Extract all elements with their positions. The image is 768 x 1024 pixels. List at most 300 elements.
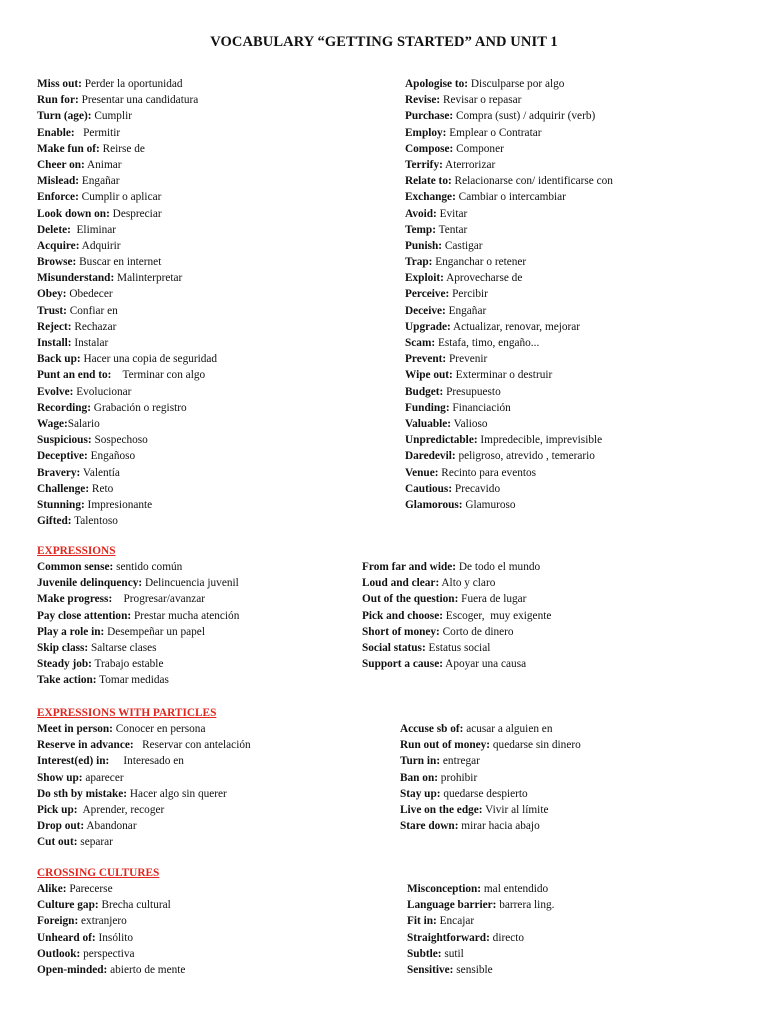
vocab-definition: Castigar <box>442 239 483 252</box>
vocab-definition: Engañar <box>445 304 487 317</box>
vocab-definition: Reto <box>89 482 114 495</box>
vocab-term: Trust: <box>37 304 67 317</box>
vocab-definition: Cumplir <box>91 110 132 123</box>
vocab-definition: Trabajo estable <box>91 658 164 671</box>
vocab-entry <box>37 608 239 624</box>
vocab-entry <box>362 575 551 591</box>
vocab-term: Unheard of: <box>37 931 96 944</box>
vocab-definition: sentido común <box>113 561 183 573</box>
vocab-term: Skip class: <box>37 641 89 654</box>
vocab-entry <box>362 559 551 575</box>
vocab-term: Acquire: <box>37 239 80 252</box>
expressions-right-list <box>362 559 551 672</box>
vocab-entry <box>407 913 554 929</box>
page-title: VOCABULARY “GETTING STARTED” AND UNIT 1 <box>210 34 558 50</box>
vocab-term: Short of money: <box>362 625 440 638</box>
vocab-entry <box>37 416 217 432</box>
vocab-entry <box>37 173 217 189</box>
vocab-entry <box>400 786 581 802</box>
vocab-term: Purchase: <box>405 110 454 123</box>
vocab-entry <box>37 319 217 335</box>
vocab-entry <box>37 303 217 319</box>
vocab-term: Delete: <box>37 223 71 236</box>
vocab-term: Turn in: <box>400 755 441 768</box>
vocab-entry <box>400 721 581 737</box>
vocab-left-list <box>37 76 217 529</box>
vocab-term: Funding: <box>405 401 450 414</box>
vocab-definition: Salario <box>67 417 100 430</box>
section-heading-crossing-cultures: CROSSING CULTURES <box>37 867 160 879</box>
vocab-definition: Relacionarse con/ identificarse con <box>451 175 613 188</box>
vocab-definition: Disculparse por algo <box>468 78 565 90</box>
vocab-entry <box>400 737 581 753</box>
vocab-term: Misconception: <box>407 883 482 895</box>
vocab-entry <box>37 786 251 802</box>
vocab-term: Show up: <box>37 771 83 784</box>
vocab-entry <box>37 737 251 753</box>
vocab-entry <box>37 238 217 254</box>
vocab-entry <box>405 481 613 497</box>
vocab-entry <box>37 222 217 238</box>
vocab-entry <box>400 770 581 786</box>
vocab-definition: Prevenir <box>446 353 488 366</box>
vocab-term: Recording: <box>37 401 91 414</box>
vocab-definition: entregar <box>440 755 480 768</box>
vocab-entry <box>37 432 217 448</box>
vocab-term: Employ: <box>405 126 447 139</box>
vocab-entry <box>37 157 217 173</box>
vocab-definition: Escoger, muy exigente <box>442 609 552 622</box>
vocab-entry <box>37 640 239 656</box>
vocab-definition: Brecha cultural <box>98 899 171 912</box>
vocab-term: Enforce: <box>37 191 79 204</box>
vocab-definition: Estafa, timo, engaño... <box>435 337 540 349</box>
vocab-entry <box>405 173 613 189</box>
vocab-definition: quedarse despierto <box>440 787 528 800</box>
vocab-term: Stunning: <box>37 498 85 511</box>
vocab-entry <box>37 897 185 913</box>
vocab-entry <box>37 559 239 575</box>
vocab-entry <box>405 238 613 254</box>
vocab-definition: Tentar <box>435 223 468 236</box>
vocab-term: Misunderstand: <box>37 272 115 285</box>
vocab-definition: extranjero <box>78 915 127 928</box>
vocab-entry <box>37 481 217 497</box>
vocab-definition: acusar a alguien en <box>463 723 553 735</box>
particles-left-list <box>37 721 251 851</box>
vocab-entry <box>405 108 613 124</box>
vocab-term: Stay up: <box>400 787 441 800</box>
vocab-term: Language barrier: <box>407 899 497 912</box>
vocab-entry <box>362 624 551 640</box>
vocab-term: Reject: <box>37 320 72 333</box>
vocab-entry <box>37 465 217 481</box>
vocab-term: Gifted: <box>37 515 72 528</box>
vocab-entry <box>37 335 217 351</box>
vocab-entry <box>37 497 217 513</box>
vocab-entry <box>405 432 613 448</box>
vocab-entry <box>37 770 251 786</box>
vocab-entry <box>37 108 217 124</box>
vocab-definition: Desempeñar un papel <box>104 625 205 638</box>
vocab-entry <box>37 946 185 962</box>
vocab-term: Enable: <box>37 126 75 139</box>
vocab-definition: Progresar/avanzar <box>112 593 206 606</box>
vocab-term: Common sense: <box>37 561 114 573</box>
vocab-term: Daredevil: <box>405 450 456 463</box>
vocab-term: Exploit: <box>405 272 444 285</box>
vocab-definition: Engañoso <box>87 450 136 463</box>
vocab-definition: directo <box>489 931 525 944</box>
vocab-entry <box>405 319 613 335</box>
vocab-term: Juvenile delinquency: <box>37 577 143 590</box>
vocab-definition: perspectiva <box>80 947 135 960</box>
vocab-definition: Obedecer <box>66 288 113 301</box>
vocab-entry <box>37 962 185 978</box>
vocab-term: Pick and choose: <box>362 609 443 622</box>
vocab-term: Unpredictable: <box>405 434 478 447</box>
vocab-term: Cautious: <box>405 482 453 495</box>
vocab-definition: Malinterpretar <box>114 272 183 285</box>
vocab-definition: Perder la oportunidad <box>81 78 183 90</box>
vocab-term: Drop out: <box>37 820 85 833</box>
vocab-definition: Revisar o repasar <box>440 94 522 107</box>
vocab-definition: Vivir al límite <box>482 803 549 816</box>
vocab-term: Valuable: <box>405 417 452 430</box>
vocab-entry <box>37 125 217 141</box>
vocab-definition: Instalar <box>71 337 109 349</box>
vocab-entry <box>37 351 217 367</box>
vocab-entry <box>405 384 613 400</box>
vocab-term: Make progress: <box>37 593 113 606</box>
vocab-definition: Permitir <box>74 126 121 139</box>
vocab-entry <box>37 141 217 157</box>
vocab-definition: Animar <box>84 158 122 171</box>
vocab-entry <box>37 881 185 897</box>
vocab-definition: Presentar una candidatura <box>78 94 199 107</box>
vocab-term: Stare down: <box>400 820 459 833</box>
vocab-term: Culture gap: <box>37 899 99 912</box>
vocab-definition: mal entendido <box>481 883 549 895</box>
vocab-definition: Prestar mucha atención <box>131 609 240 622</box>
vocab-entry <box>37 448 217 464</box>
vocab-entry <box>405 125 613 141</box>
vocab-entry <box>37 254 217 270</box>
vocab-definition: Corto de dinero <box>439 625 514 638</box>
vocab-term: Deceptive: <box>37 450 88 463</box>
vocab-term: Make fun of: <box>37 142 100 155</box>
vocab-term: Exchange: <box>405 191 456 204</box>
vocab-definition: Cumplir o aplicar <box>78 191 162 204</box>
vocab-entry <box>405 335 613 351</box>
vocab-definition: Actualizar, renovar, mejorar <box>450 320 581 333</box>
vocab-term: Interest(ed) in: <box>37 755 110 768</box>
vocab-definition: Presupuesto <box>443 385 501 398</box>
vocab-term: Steady job: <box>37 658 92 671</box>
vocab-term: Compose: <box>405 142 454 155</box>
vocab-entry <box>405 76 613 92</box>
vocab-term: Outlook: <box>37 947 81 960</box>
vocab-term: Evolve: <box>37 385 74 398</box>
vocab-definition: Aprovecharse de <box>443 272 523 285</box>
vocab-term: Back up: <box>37 353 81 366</box>
vocab-definition: prohibir <box>437 771 478 784</box>
vocab-entry <box>37 400 217 416</box>
vocab-entry <box>37 76 217 92</box>
vocab-entry <box>37 384 217 400</box>
vocab-term: Sensitive: <box>407 963 454 976</box>
vocab-term: Ban on: <box>400 771 438 784</box>
vocab-entry <box>37 834 251 850</box>
vocab-term: From far and wide: <box>362 561 457 573</box>
vocab-entry <box>405 141 613 157</box>
vocab-term: Apologise to: <box>405 78 469 90</box>
vocab-entry <box>405 92 613 108</box>
vocab-definition: Talentoso <box>71 515 118 528</box>
vocab-entry <box>37 930 185 946</box>
vocab-term: Budget: <box>405 385 444 398</box>
vocab-term: Accuse sb of: <box>400 723 464 735</box>
vocab-entry <box>405 254 613 270</box>
vocab-definition: Evolucionar <box>73 385 132 398</box>
vocab-definition: Parecerse <box>66 883 113 895</box>
vocab-definition: Impredecible, imprevisible <box>477 434 603 447</box>
vocab-term: Pay close attention: <box>37 609 132 622</box>
vocab-definition: Abandonar <box>84 820 137 833</box>
vocab-definition: Componer <box>453 142 504 155</box>
vocab-entry <box>37 286 217 302</box>
vocab-entry <box>405 189 613 205</box>
vocab-definition: Reservar con antelación <box>133 739 251 752</box>
vocab-definition: Grabación o registro <box>90 401 187 414</box>
vocab-entry <box>362 591 551 607</box>
vocab-term: Prevent: <box>405 353 447 366</box>
vocab-entry <box>407 946 554 962</box>
vocab-definition: sensible <box>453 963 493 976</box>
vocab-entry <box>405 157 613 173</box>
vocab-term: Relate to: <box>405 175 452 188</box>
vocab-term: Suspicious: <box>37 434 92 447</box>
vocab-entry <box>362 640 551 656</box>
vocab-term: Take action: <box>37 674 97 687</box>
vocab-entry <box>37 672 239 688</box>
vocab-entry <box>37 802 251 818</box>
vocab-definition: Alto y claro <box>439 577 496 590</box>
vocab-term: Punt an end to: <box>37 369 112 382</box>
vocab-entry <box>400 818 581 834</box>
vocab-definition: Sospechoso <box>91 434 148 447</box>
vocab-definition: Encajar <box>436 915 475 928</box>
section-heading-expressions: EXPRESSIONS <box>37 545 116 557</box>
vocab-definition: Enganchar o retener <box>432 256 527 269</box>
vocab-entry <box>37 92 217 108</box>
vocab-definition: De todo el mundo <box>456 561 541 573</box>
vocab-definition: Valentía <box>80 466 120 479</box>
vocab-term: Avoid: <box>405 207 437 220</box>
section-heading-particles: EXPRESSIONS WITH PARTICLES <box>37 707 217 719</box>
vocab-entry <box>37 270 217 286</box>
vocab-term: Install: <box>37 337 72 349</box>
vocab-definition: sutil <box>441 947 464 960</box>
vocab-definition: Emplear o Contratar <box>446 126 542 139</box>
vocab-definition: aparecer <box>82 771 124 784</box>
vocab-entry <box>37 206 217 222</box>
vocab-entry <box>407 897 554 913</box>
vocab-definition: Evitar <box>436 207 468 220</box>
vocab-term: Wipe out: <box>405 369 453 382</box>
vocab-entry <box>405 351 613 367</box>
vocab-term: Temp: <box>405 223 436 236</box>
vocab-definition: mirar hacia abajo <box>458 820 540 833</box>
vocab-term: Straightforward: <box>407 931 490 944</box>
vocab-entry <box>405 270 613 286</box>
vocab-term: Punish: <box>405 239 443 252</box>
vocab-term: Turn (age): <box>37 110 92 123</box>
vocab-definition: Hacer una copia de seguridad <box>80 353 218 366</box>
vocab-entry <box>362 608 551 624</box>
vocab-entry <box>405 303 613 319</box>
vocab-term: Subtle: <box>407 947 442 960</box>
vocab-definition: Exterminar o destruir <box>452 369 553 382</box>
vocab-definition: Estatus social <box>425 641 491 654</box>
vocab-entry <box>37 818 251 834</box>
vocab-term: Loud and clear: <box>362 577 440 590</box>
vocab-definition: Delincuencia juvenil <box>142 577 239 590</box>
vocab-term: Mislead: <box>37 175 80 188</box>
vocab-entry <box>400 802 581 818</box>
vocab-definition: Valioso <box>451 417 488 430</box>
vocab-definition: Compra (sust) / adquirir (verb) <box>453 110 596 123</box>
vocab-entry <box>362 656 551 672</box>
vocab-definition: Despreciar <box>109 207 162 220</box>
vocab-term: Pick up: <box>37 803 78 816</box>
vocab-term: Play a role in: <box>37 625 105 638</box>
vocab-definition: Tomar medidas <box>96 674 169 687</box>
vocab-term: Upgrade: <box>405 320 451 333</box>
vocab-entry <box>405 206 613 222</box>
vocab-term: Social status: <box>362 641 426 654</box>
vocab-definition: Percibir <box>449 288 488 301</box>
vocab-definition: Recinto para eventos <box>438 466 537 479</box>
vocab-entry <box>407 930 554 946</box>
vocab-term: Bravery: <box>37 466 81 479</box>
vocab-definition: Rechazar <box>71 320 117 333</box>
vocab-entry <box>405 367 613 383</box>
vocab-term: Wage: <box>37 417 68 430</box>
vocab-definition: Aprender, recoger <box>77 803 165 816</box>
vocab-term: Glamorous: <box>405 498 463 511</box>
vocab-term: Revise: <box>405 94 441 107</box>
vocab-entry <box>405 222 613 238</box>
vocab-term: Cheer on: <box>37 158 85 171</box>
vocab-term: Support a cause: <box>362 658 443 671</box>
vocab-entry <box>405 400 613 416</box>
vocab-entry <box>37 753 251 769</box>
vocab-entry <box>407 881 554 897</box>
vocab-definition: separar <box>77 836 113 849</box>
vocab-term: Perceive: <box>405 288 450 301</box>
expressions-left-list <box>37 559 239 689</box>
vocab-entry <box>37 591 239 607</box>
vocab-definition: Insólito <box>95 931 134 944</box>
vocab-term: Do sth by mistake: <box>37 787 128 800</box>
vocab-term: Reserve in advance: <box>37 739 134 752</box>
vocab-term: Trap: <box>405 256 433 269</box>
vocab-entry <box>405 497 613 513</box>
vocab-definition: Aterrorizar <box>442 158 496 171</box>
vocab-definition: Interesado en <box>109 755 184 768</box>
vocab-definition: Conocer en persona <box>112 723 206 735</box>
vocab-entry <box>405 465 613 481</box>
vocab-term: Alike: <box>37 883 67 895</box>
vocab-entry <box>400 753 581 769</box>
vocab-definition: Precavido <box>452 482 501 495</box>
vocab-definition: Fuera de lugar <box>458 593 527 606</box>
vocab-definition: Eliminar <box>70 223 117 236</box>
vocab-term: Open-minded: <box>37 963 108 976</box>
vocab-entry <box>37 721 251 737</box>
particles-right-list <box>400 721 581 834</box>
vocab-definition: Saltarse clases <box>88 641 157 654</box>
vocab-definition: Adquirir <box>79 239 121 252</box>
cultures-left-list <box>37 881 185 978</box>
vocab-entry <box>37 913 185 929</box>
vocab-term: Live on the edge: <box>400 803 483 816</box>
vocab-entry <box>37 575 239 591</box>
vocab-term: Scam: <box>405 337 436 349</box>
vocab-entry <box>37 367 217 383</box>
vocab-definition: Hacer algo sin querer <box>127 787 227 800</box>
vocab-entry <box>37 624 239 640</box>
vocab-definition: Confiar en <box>66 304 118 317</box>
vocab-term: Deceive: <box>405 304 446 317</box>
vocab-term: Obey: <box>37 288 67 301</box>
vocab-entry <box>37 656 239 672</box>
vocab-term: Terrify: <box>405 158 443 171</box>
vocab-definition: Reirse de <box>99 142 145 155</box>
vocab-definition: Engañar <box>79 175 120 188</box>
vocab-term: Venue: <box>405 466 439 479</box>
vocab-definition: peligroso, atrevido , temerario <box>455 450 595 463</box>
vocab-term: Look down on: <box>37 207 110 220</box>
vocab-definition: Terminar con algo <box>111 369 206 382</box>
vocab-term: Challenge: <box>37 482 90 495</box>
vocab-term: Run for: <box>37 94 79 107</box>
vocab-right-list <box>405 76 613 513</box>
vocab-term: Fit in: <box>407 915 437 928</box>
vocab-entry <box>37 189 217 205</box>
vocab-entry <box>37 513 217 529</box>
vocab-entry <box>405 286 613 302</box>
vocab-term: Run out of money: <box>400 739 491 752</box>
vocab-definition: Buscar en internet <box>76 256 162 269</box>
vocab-definition: Glamuroso <box>462 498 516 511</box>
vocab-entry <box>405 448 613 464</box>
vocab-term: Foreign: <box>37 915 79 928</box>
vocab-term: Out of the question: <box>362 593 459 606</box>
vocab-term: Miss out: <box>37 78 82 90</box>
vocab-definition: Apoyar una causa <box>442 658 527 671</box>
vocab-definition: abierto de mente <box>107 963 186 976</box>
vocab-term: Browse: <box>37 256 77 269</box>
cultures-right-list <box>407 881 554 978</box>
vocab-entry <box>405 416 613 432</box>
vocab-definition: Cambiar o intercambiar <box>455 191 566 204</box>
vocab-term: Meet in person: <box>37 723 113 735</box>
vocab-definition: Impresionante <box>84 498 153 511</box>
vocab-definition: quedarse sin dinero <box>490 739 581 752</box>
vocab-definition: barrera ling. <box>496 899 555 912</box>
